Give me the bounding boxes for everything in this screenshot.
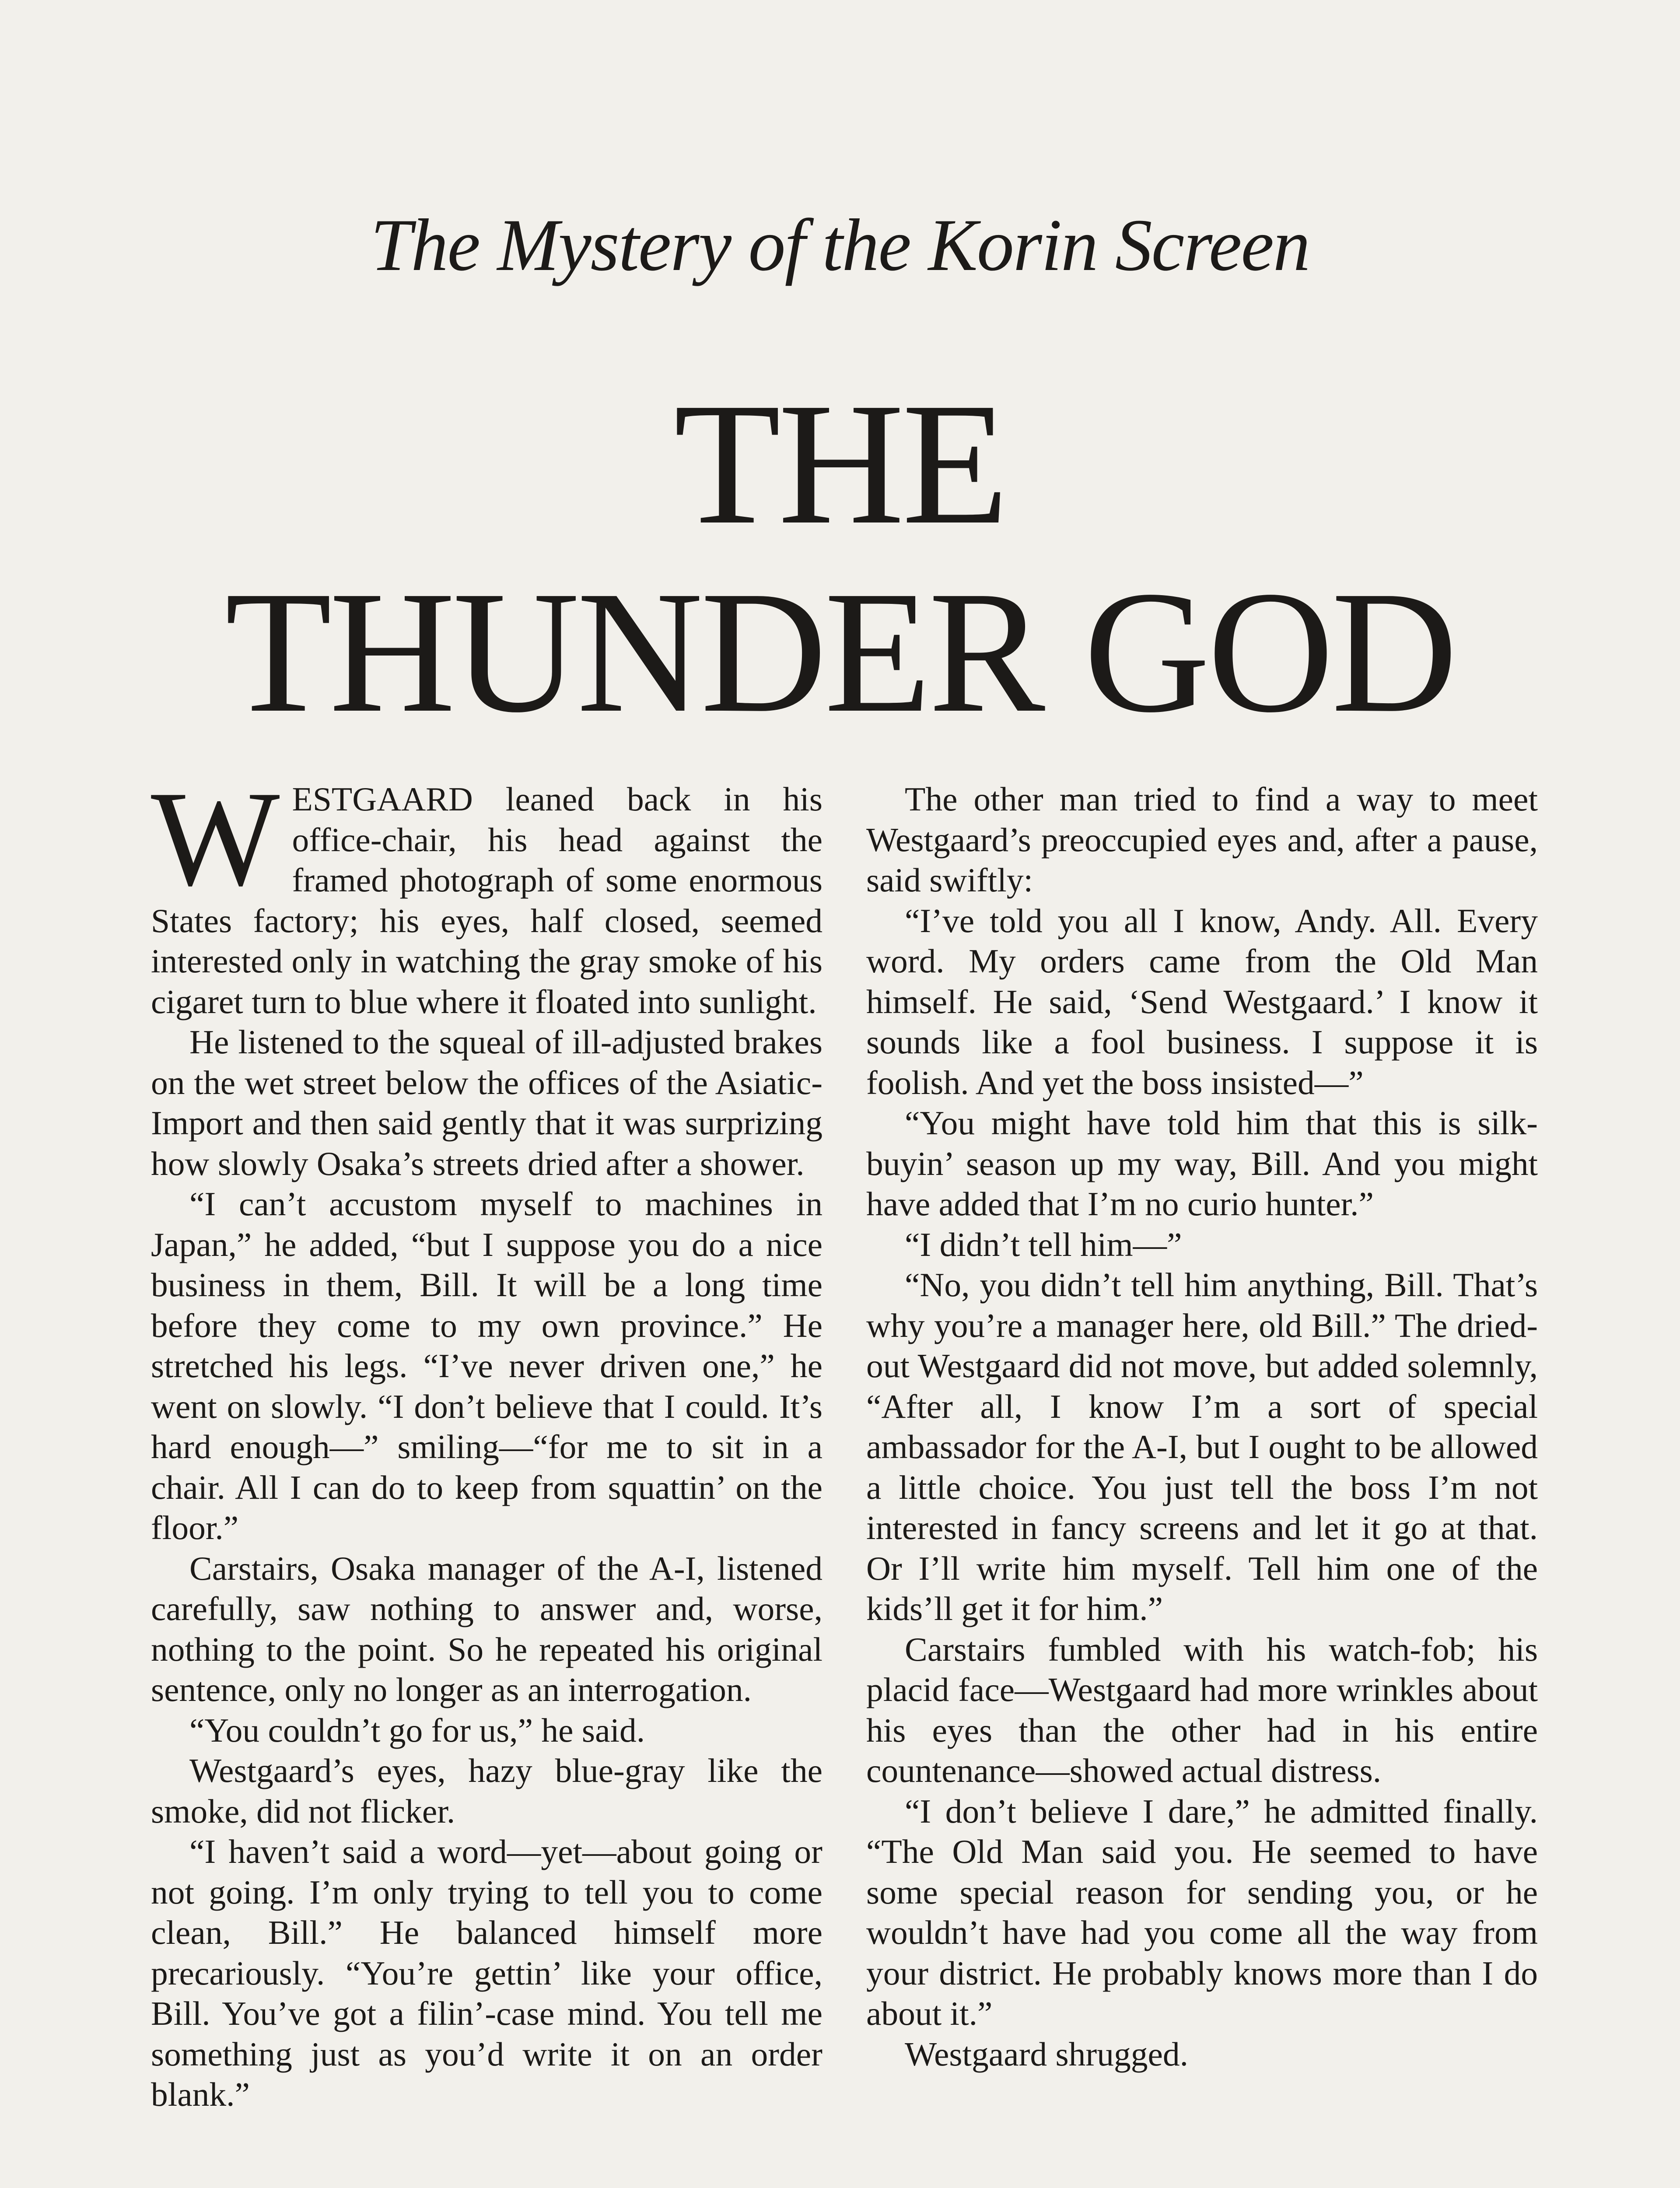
drop-cap: W	[151, 763, 280, 914]
text-column-right	[866, 779, 1538, 2074]
paragraph: “I haven’t said a word—yet—about going or not going. I’m only trying to tell you to come clean, Bill.” He balanced himself more precariously. “You’re gettin’ like your office, Bill. You’ve got a filin’-case mind. You tell me something just as you’d write it on an order blank.”	[151, 1833, 822, 2113]
paragraph: “I can’t accustom myself to machines in Japan,” he added, “but I suppose you do a nice business in them, Bill. It will be a long time before they come to my own province.” He stretched his legs. “I’ve never driven one,” he went on slowly. “I don’t believe that I could. It’s hard enough—” smiling—“for me to sit in a chair. All I can do to keep from squattin’ on the floor.”	[151, 1185, 822, 1546]
paragraph: The other man tried to find a way to meet Westgaard’s preoccupied eyes and, after a pause, said swiftly:	[866, 780, 1538, 899]
story-title-line-2: THUNDER GOD	[225, 555, 1455, 749]
paragraph: “I’ve told you all I know, Andy. All. Every word. My orders came from the Old Man himself. He said, ‘Send Westgaard.’ I know it sounds like a fool business. I suppose it is foolish. And yet the boss insisted—”	[866, 901, 1538, 1101]
paragraph: Westgaard shrugged.	[905, 2035, 1189, 2073]
paragraph: Carstairs fumbled with his watch-fob; his placid face—Westgaard had more wrinkles about his eyes than the other had in his entire countenance—showed actual distress.	[866, 1630, 1538, 1789]
paragraph: Westgaard’s eyes, hazy blue-gray like the smoke, did not flicker.	[151, 1752, 822, 1830]
paragraph: “I didn’t tell him—”	[905, 1225, 1182, 1263]
paragraph: “I don’t believe I dare,” he admitted finally. “The Old Man said you. He seemed to have some special reason for sending you, or he wouldn’t have had you come all the way from your district. He probably knows more than I do about it.”	[866, 1792, 1538, 2032]
paragraph: He listened to the squeal of ill-adjusted brakes on the wet street below the offices of the Asiatic-Import and then said gently that it was surprizing how slowly Osaka’s streets dried after a shower.	[151, 1023, 822, 1182]
paragraph: “No, you didn’t tell him anything, Bill. That’s why you’re a manager here, old Bill.” The dried-out Westgaard did not move, but added solemnly, “After all, I know I’m a sort of special ambassador for the A-I, but I ought to be allowed a little choice. You just tell the boss I’m not interested in fancy screens and let it go at that. Or I’ll write him myself. Tell him one of the kids’ll get it for him.”	[866, 1266, 1538, 1627]
paragraph: “You couldn’t go for us,” he said.	[189, 1711, 645, 1749]
paragraph	[151, 763, 822, 1022]
text-column-left	[151, 763, 822, 2115]
paragraph-text: ESTGAARD leaned back in his office-chair, his head against the framed photograph of some enormous States factory; his eyes, half closed, seemed interested only in watching the gray smoke of his cigaret turn to blue where it floated into sunlight.	[151, 780, 822, 1020]
story-subtitle: The Mystery of the Korin Screen	[371, 204, 1309, 286]
story-title-line-1: THE	[674, 367, 1006, 561]
paragraph: “You might have told him that this is silk-buyin’ season up my way, Bill. And you might have added that I’m no curio hunter.”	[866, 1104, 1538, 1223]
paragraph: Carstairs, Osaka manager of the A-I, listened carefully, saw nothing to answer and, worse, nothing to the point. So he repeated his original sentence, only no longer as an interrogation.	[151, 1549, 822, 1708]
